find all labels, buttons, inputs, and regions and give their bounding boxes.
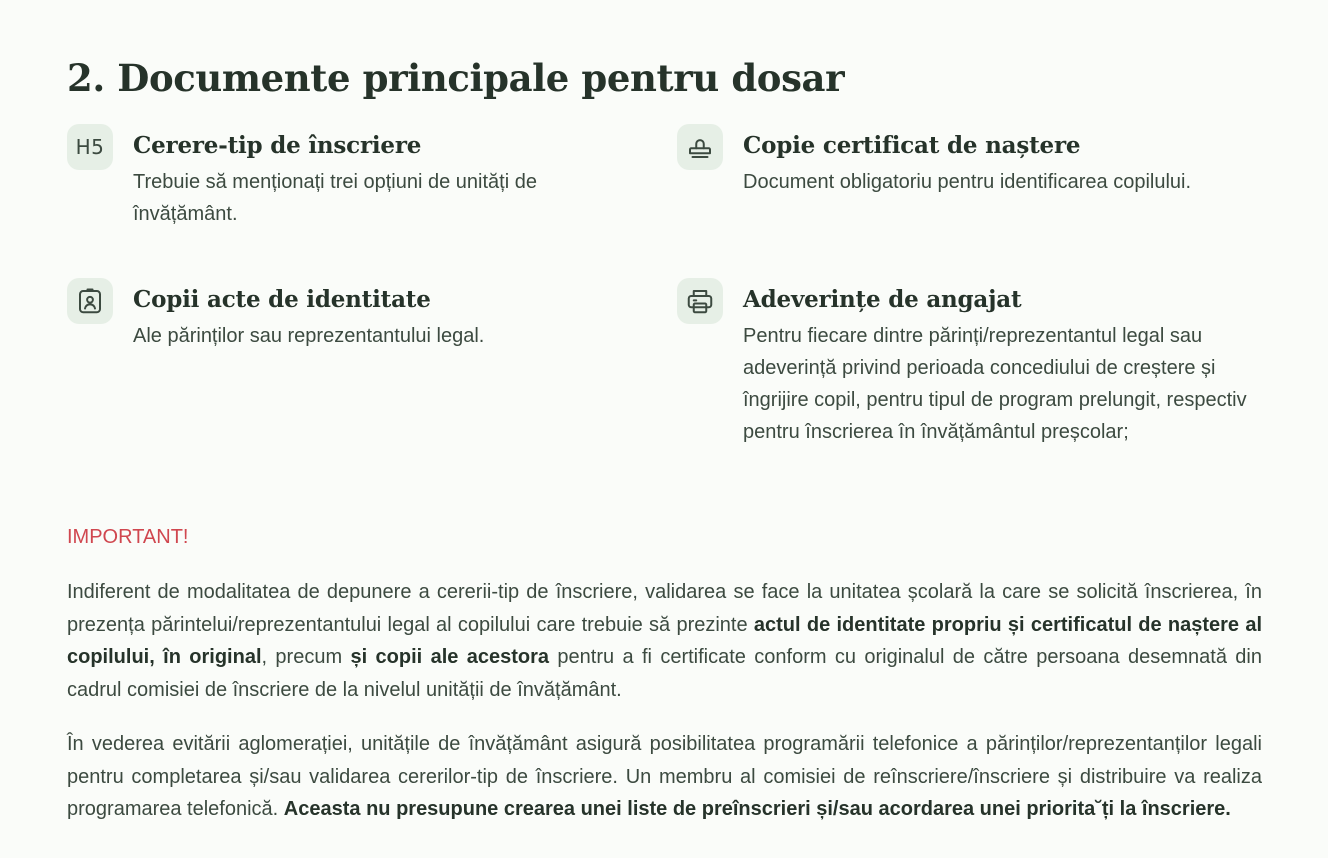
important-label: IMPORTANT!: [67, 526, 189, 548]
doc-description: Trebuie să menționați trei opțiuni de unități de învățământ.: [133, 171, 537, 225]
section-title: 2. Documente principale pentru dosar: [67, 56, 845, 100]
important-paragraph-1: Indiferent de modalitatea de depunere a cererii-tip de înscriere, validarea se face la unitatea școlară la care se solicită înscrierea, în prezența părintelui/reprezentantului legal al copilului care trebuie să prezinte actul de identitate propriu și certificatul de naștere al copilului, în original, precum și copii ale acestora pentru a fi certificate conform cu originalul de către persoana desemnată din cadrul comisiei de înscriere de la nivelul unității de învățământ.: [67, 581, 1262, 701]
doc-text: [133, 124, 583, 230]
doc-text: [743, 124, 1273, 198]
stamp-icon: [677, 124, 723, 170]
doc-title: Cerere-tip de înscriere: [133, 132, 422, 159]
doc-description: Document obligatoriu pentru identificarea copilului.: [743, 171, 1192, 193]
doc-item-adeverinte: [677, 278, 1277, 448]
doc-text: [133, 278, 593, 352]
doc-title: Copie certificat de naștere: [743, 132, 1081, 159]
doc-title: Copii acte de identitate: [133, 286, 431, 313]
doc-description: Pentru fiecare dintre părinți/reprezentantul legal sau adeverință privind perioada concediului de creștere și îngrijire copil, pentru tipul de program prelungit, respectiv pentru înscrierea în învățământul preșcolar;: [743, 325, 1247, 443]
doc-description: Ale părinților sau reprezentantului legal.: [133, 325, 485, 347]
doc-title: Adeverințe de angajat: [743, 286, 1022, 313]
h5-icon: H5: [67, 124, 113, 170]
doc-text: [743, 278, 1263, 448]
documents-section: [67, 52, 1262, 104]
printer-icon: [677, 278, 723, 324]
doc-item-certificat: [677, 124, 1277, 198]
doc-item-acte-identitate: [67, 278, 627, 352]
doc-item-cerere: [67, 124, 627, 230]
important-paragraph-2: În vederea evitării aglomerației, unitățile de învățământ asigură posibilitatea programării telefonice a părinților/reprezentanților legali pentru completarea și/sau validarea cererilor-tip de înscriere. Un membru al comisiei de reînscriere/înscriere și distribuire va realiza programarea telefonică. Aceasta nu presupune crearea unei liste de preînscrieri și/sau acordarea unei priorita˘ți la înscriere.: [67, 733, 1262, 820]
id-badge-icon: [67, 278, 113, 324]
